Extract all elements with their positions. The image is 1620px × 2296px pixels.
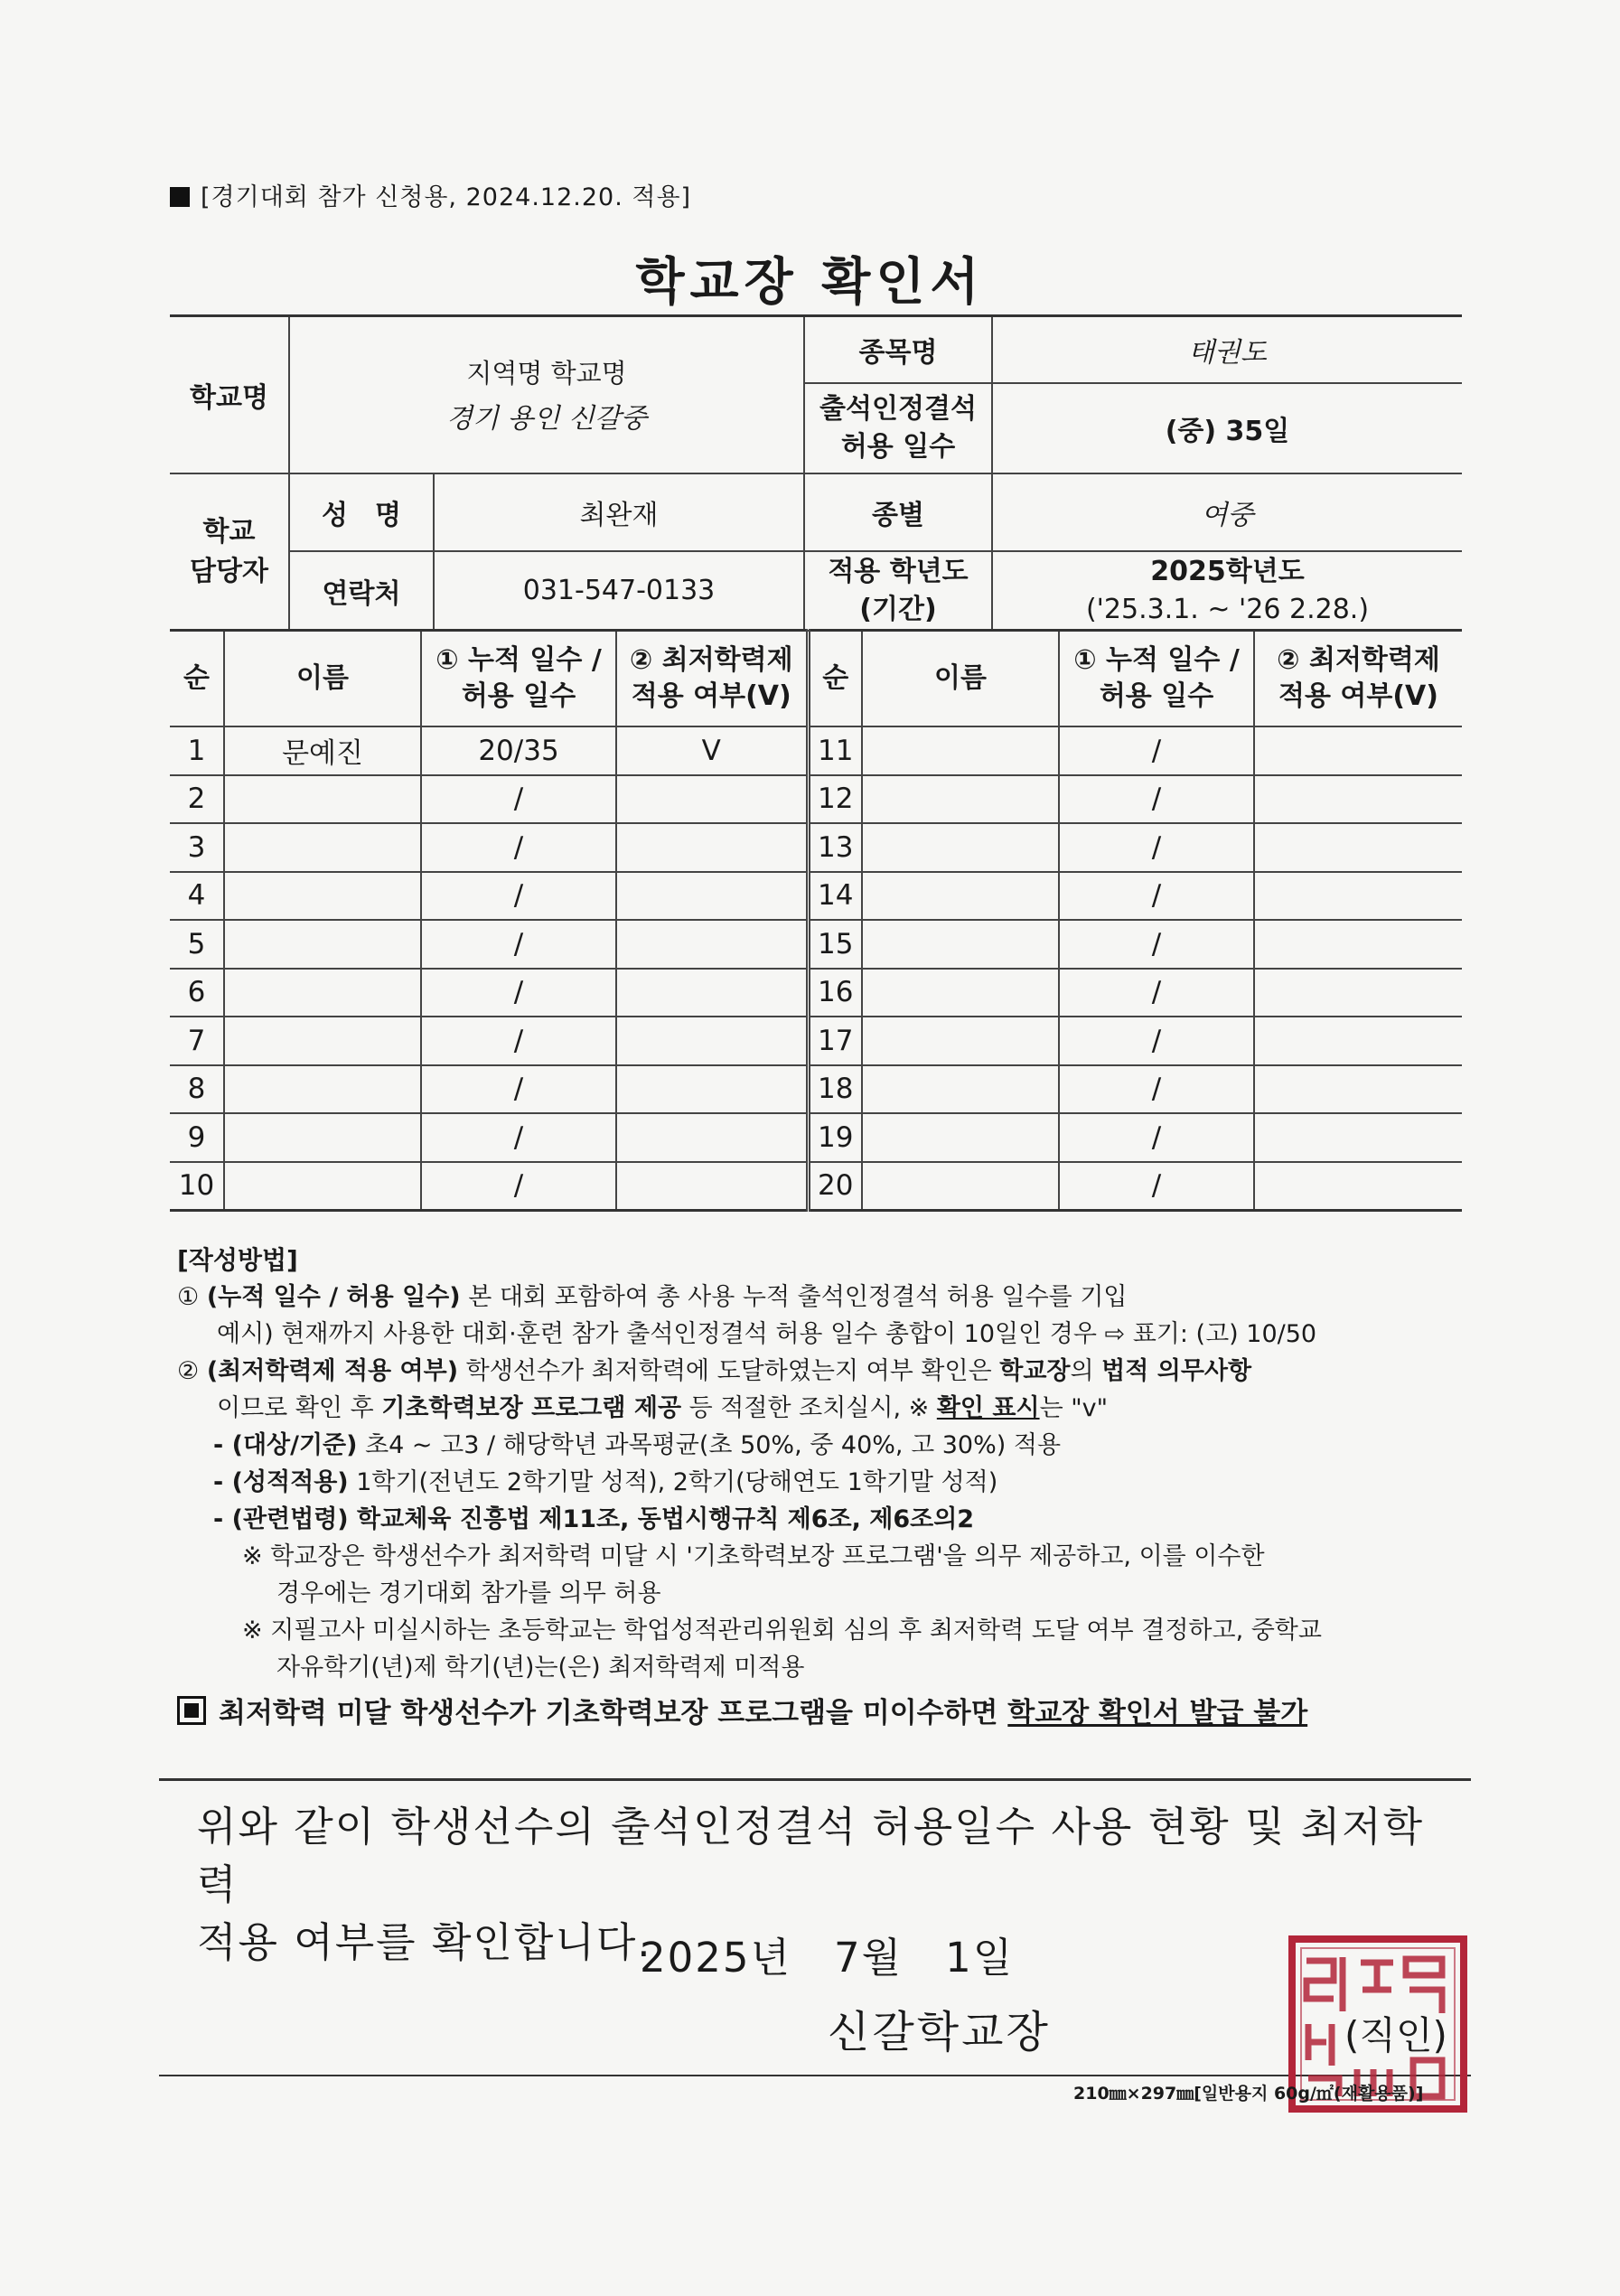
cell-no: 11 [808, 726, 862, 775]
header-name: 이름 [224, 631, 421, 727]
cell-check [616, 1065, 808, 1114]
school-value: 경기 용인 신갈중 [446, 403, 647, 436]
note-2 [177, 1353, 1478, 1390]
header-note-text: [경기대회 참가 신청용, 2024.12.20. 적용] [201, 183, 692, 211]
cell-check [616, 823, 808, 872]
detail-3-bold: - (관련법령) 학교체육 진흥법 제11조, 동법시행규칙 제6조, 제6조의2 [213, 1505, 975, 1533]
header-min-2: 적용 여부(V) [1278, 680, 1438, 712]
confirmation-line-1: 위와 같이 학생선수의 출석인정결석 허용일수 사용 현황 및 최저학력 [197, 1803, 1425, 1908]
cell-days: 20/35 [421, 726, 616, 775]
note-1-example: 예시) 현재까지 사용한 대회·훈련 참가 출석인정결석 허용 일수 총합이 10일인 경우 ⇨ 표기: (고) 10/50 [217, 1320, 1317, 1348]
cell-name [862, 872, 1059, 921]
note-2-line-2 [177, 1390, 1478, 1427]
cell-no: 17 [808, 1017, 862, 1065]
detail-1-bold: - (대상/기준) [213, 1431, 358, 1459]
header-days-1: ① 누적 일수 / [1073, 644, 1240, 676]
cell-name [224, 1113, 421, 1162]
cell-check [616, 872, 808, 921]
header-days-2: 허용 일수 [1099, 680, 1214, 712]
final-warning-text: 최저학력 미달 학생선수가 기초학력보장 프로그램을 미이수하면 [219, 1697, 1008, 1729]
cell-days: / [1059, 726, 1254, 775]
table-row [170, 775, 1462, 824]
header-days-1: ① 누적 일수 / [435, 644, 602, 676]
note-1 [177, 1279, 1478, 1316]
cell-no: 2 [170, 775, 224, 824]
note-2-text-a: 학생선수가 최저학력에 도달하였는지 여부 확인은 [458, 1357, 1000, 1385]
box-bullet-icon [177, 1696, 206, 1725]
cell-check: V [616, 726, 808, 775]
contact-value: 031-547-0133 [434, 551, 804, 631]
cell-name [862, 726, 1059, 775]
note-2-bold-d: 법적 의무사항 [1101, 1357, 1252, 1385]
cell-check [616, 969, 808, 1017]
cell-days: / [1059, 823, 1254, 872]
year-value: 2025학년도 [1150, 555, 1305, 587]
cell-days: / [1059, 775, 1254, 824]
note-2-text-c: 의 [1070, 1357, 1102, 1385]
contact-label: 연락처 [289, 551, 434, 631]
bottom-line [159, 2075, 1471, 2076]
cell-check [616, 775, 808, 824]
table-row [170, 726, 1462, 775]
instructions [177, 1242, 1478, 1732]
header-name: 이름 [862, 631, 1059, 727]
table-row [170, 872, 1462, 921]
year-value-cell [992, 551, 1462, 631]
principal-name: 신갈학교장 [828, 2007, 1051, 2057]
header-min-1: ② 최저학력제 [1277, 644, 1440, 676]
cell-no: 10 [170, 1162, 224, 1211]
cell-check [1254, 1017, 1462, 1065]
cell-name [224, 872, 421, 921]
detail-2-bold: - (성적적용) [213, 1468, 349, 1496]
cell-name [224, 1162, 421, 1211]
header-days-2: 허용 일수 [461, 680, 576, 712]
cell-days: / [421, 1065, 616, 1114]
cell-check [1254, 1113, 1462, 1162]
note-2-line-2-a: 이므로 확인 후 [217, 1394, 382, 1422]
note-1-text: 본 대회 포함하여 총 사용 누적 출석인정결석 허용 일수를 기입 [460, 1283, 1128, 1311]
cell-days: / [421, 1017, 616, 1065]
note-1-mark: ① [177, 1283, 200, 1311]
detail-1-text: 초4 ~ 고3 / 해당학년 과목평균(초 50%, 중 40%, 고 30%) 적용 [357, 1431, 1062, 1459]
category-value: 여중 [992, 473, 1462, 551]
table-row [170, 969, 1462, 1017]
absence-value: (중) 35일 [992, 383, 1462, 473]
cell-days: / [421, 775, 616, 824]
cell-check [1254, 969, 1462, 1017]
note-2-line-2-underline: 확인 표시 [936, 1394, 1040, 1422]
header-no: 순 [808, 631, 862, 727]
cell-name [862, 823, 1059, 872]
manager-label [170, 473, 289, 631]
note-2-bold-b: 학교장 [999, 1357, 1071, 1385]
cell-days: / [1059, 872, 1254, 921]
note-2-mark: ② [177, 1357, 200, 1385]
remark-2-line-1: ※ 지필고사 미실시하는 초등학교는 학업성적관리위원회 심의 후 최저학력 도달 여부 결정하고, 중학교 [242, 1617, 1322, 1645]
cell-days: / [1059, 1162, 1254, 1211]
cell-no: 4 [170, 872, 224, 921]
cell-name [224, 775, 421, 824]
name-label: 성 명 [289, 473, 434, 551]
cell-name [862, 969, 1059, 1017]
cell-check [616, 1162, 808, 1211]
header-days [1059, 631, 1254, 727]
note-2-line-2-b: 등 적절한 조치실시, ※ [681, 1394, 937, 1422]
table-row [170, 1162, 1462, 1211]
school-sub-label: 지역명 학교명 [466, 358, 627, 389]
note-1-bold: (누적 일수 / 허용 일수) [206, 1283, 461, 1311]
final-warning-underline: 학교장 확인서 발급 불가 [1007, 1697, 1308, 1729]
absence-label [804, 383, 992, 473]
cell-name: 문예진 [224, 726, 421, 775]
cell-name [862, 920, 1059, 969]
cell-days: / [1059, 1065, 1254, 1114]
name-value: 최완재 [434, 473, 804, 551]
page-title: 학교장 확인서 [635, 253, 985, 312]
header-min [1254, 631, 1462, 727]
cell-check [616, 920, 808, 969]
year-label-1: 적용 학년도 [828, 555, 969, 587]
cell-no: 12 [808, 775, 862, 824]
cell-days: / [421, 823, 616, 872]
table-row [170, 823, 1462, 872]
header-min-2: 적용 여부(V) [631, 680, 791, 712]
cell-name [224, 1017, 421, 1065]
note-2-line-2-bold: 기초학력보장 프로그램 제공 [381, 1394, 682, 1422]
info-table [170, 314, 1462, 632]
year-label-2: (기간) [859, 593, 937, 625]
cell-name [224, 1065, 421, 1114]
cell-check [616, 1113, 808, 1162]
cell-days: / [421, 920, 616, 969]
school-label: 학교명 [170, 316, 289, 473]
header-note [170, 177, 691, 212]
detail-1 [177, 1427, 1478, 1464]
cell-days: / [1059, 1113, 1254, 1162]
cell-name [862, 1065, 1059, 1114]
table-row [170, 1017, 1462, 1065]
cell-check [616, 1017, 808, 1065]
absence-label-2: 허용 일수 [840, 430, 956, 463]
cell-days: / [421, 872, 616, 921]
absence-label-1: 출석인정결석 [819, 392, 977, 425]
header-min-1: ② 최저학력제 [629, 644, 793, 676]
paper-spec: 210㎜×297㎜[일반용지 60g/㎡(재활용품)] [1073, 2084, 1424, 2104]
cell-no: 14 [808, 872, 862, 921]
cell-name [862, 1113, 1059, 1162]
detail-3 [177, 1501, 1478, 1538]
table-row [170, 920, 1462, 969]
cell-check [1254, 1162, 1462, 1211]
period-value: ('25.3.1. ~ '26 2.28.) [1085, 593, 1370, 625]
cell-days: / [421, 1113, 616, 1162]
cell-name [224, 969, 421, 1017]
cell-days: / [1059, 1017, 1254, 1065]
note-2-line-2-c: 는 "v" [1039, 1394, 1109, 1422]
cell-no: 16 [808, 969, 862, 1017]
cell-name [862, 1162, 1059, 1211]
instructions-heading: [작성방법] [177, 1245, 298, 1275]
school-cell [289, 316, 804, 473]
cell-name [862, 1017, 1059, 1065]
table-row [170, 1113, 1462, 1162]
cell-days: / [421, 969, 616, 1017]
cell-days: / [1059, 920, 1254, 969]
cell-no: 13 [808, 823, 862, 872]
cell-name [224, 920, 421, 969]
category-label: 종별 [804, 473, 992, 551]
confirmation-line-2: 적용 여부를 확인합니다. [197, 1918, 652, 1966]
cell-no: 1 [170, 726, 224, 775]
detail-2 [177, 1464, 1478, 1501]
cell-no: 8 [170, 1065, 224, 1114]
square-bullet-icon [170, 187, 190, 207]
remark-1-line-2: 경우에는 경기대회 참가를 의무 허용 [276, 1579, 661, 1607]
header-min [616, 631, 808, 727]
table-row [170, 1065, 1462, 1114]
sport-label: 종목명 [804, 316, 992, 383]
cell-check [1254, 872, 1462, 921]
cell-check [1254, 775, 1462, 824]
cell-days: / [1059, 969, 1254, 1017]
cell-no: 7 [170, 1017, 224, 1065]
cell-check [1254, 726, 1462, 775]
remark-1-line-1: ※ 학교장은 학생선수가 최저학력 미달 시 '기초학력보장 프로그램'을 의무 제공하고, 이를 이수한 [242, 1542, 1265, 1570]
final-warning [177, 1695, 1478, 1732]
cell-name [862, 775, 1059, 824]
cell-no: 19 [808, 1113, 862, 1162]
year-label [804, 551, 992, 631]
cell-no: 6 [170, 969, 224, 1017]
cell-days: / [421, 1162, 616, 1211]
header-days [421, 631, 616, 727]
note-2-bold: (최저학력제 적용 여부) [206, 1357, 459, 1385]
cell-no: 5 [170, 920, 224, 969]
roster-table [170, 629, 1462, 1212]
cell-no: 18 [808, 1065, 862, 1114]
cell-no: 9 [170, 1113, 224, 1162]
manager-label-2: 담당자 [190, 555, 268, 587]
header-no: 순 [170, 631, 224, 727]
manager-label-1: 학교 [202, 515, 256, 548]
detail-2-text: 1학기(전년도 2학기말 성적), 2학기(당해연도 1학기말 성적) [348, 1468, 998, 1496]
cell-check [1254, 920, 1462, 969]
sport-value: 태권도 [992, 316, 1462, 383]
remark-2-line-2: 자유학기(년)제 학기(년)는(은) 최저학력제 미적용 [276, 1654, 805, 1682]
seal-label: (직인) [1344, 2013, 1447, 2057]
cell-no: 3 [170, 823, 224, 872]
cell-name [224, 823, 421, 872]
cell-check [1254, 823, 1462, 872]
cell-check [1254, 1065, 1462, 1114]
cell-no: 15 [808, 920, 862, 969]
cell-no: 20 [808, 1162, 862, 1211]
issue-date: 2025년 7월 1일 [640, 1934, 1015, 1982]
separator-line [159, 1778, 1471, 1781]
